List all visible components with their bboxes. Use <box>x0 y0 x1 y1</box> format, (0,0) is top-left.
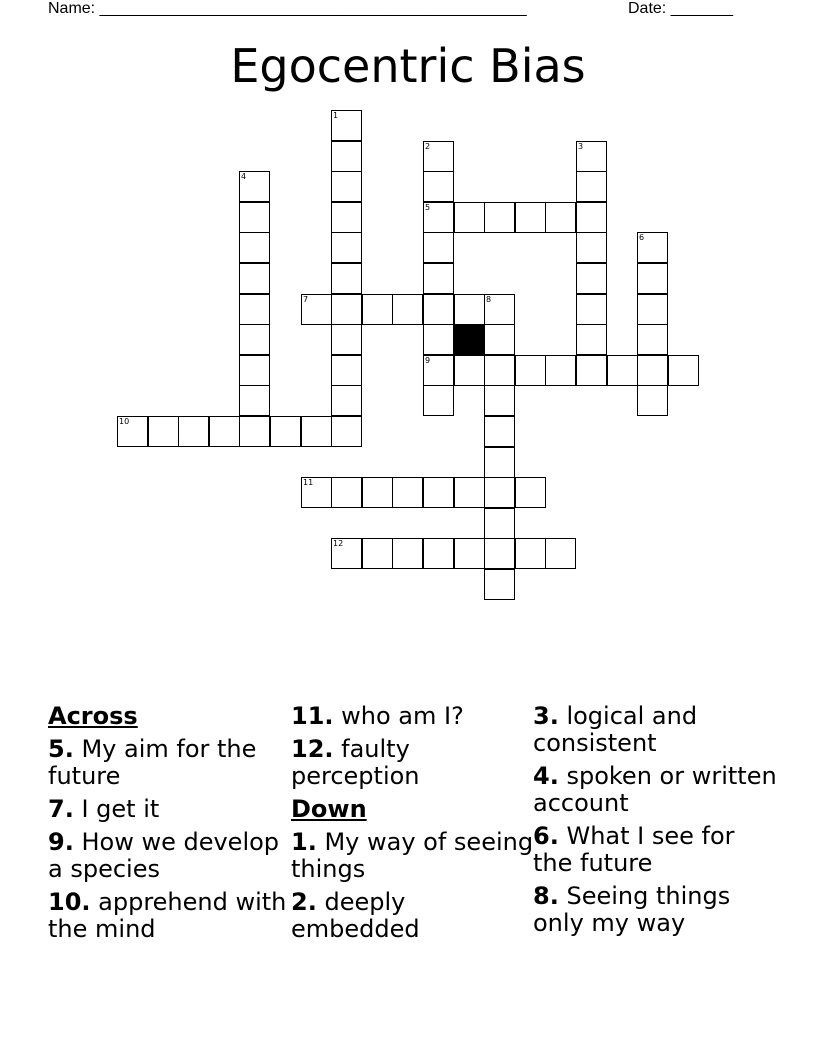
clue-number-label: 5 <box>425 203 431 212</box>
clue-number: 5. <box>48 735 74 763</box>
grid-cell[interactable] <box>239 324 270 355</box>
grid-cell[interactable] <box>484 324 515 355</box>
clue-text: apprehend with the mind <box>48 888 287 943</box>
grid-cell[interactable] <box>239 171 270 202</box>
grid-cell[interactable] <box>545 202 576 233</box>
clue-number: 9. <box>48 828 74 856</box>
grid-cell[interactable] <box>454 202 485 233</box>
grid-cell[interactable] <box>484 202 515 233</box>
clue-number: 7. <box>48 795 74 823</box>
grid-cell[interactable] <box>392 294 423 325</box>
grid-cell[interactable] <box>423 171 454 202</box>
grid-cell[interactable] <box>576 355 607 386</box>
grid-cell[interactable] <box>484 508 515 539</box>
grid-cell[interactable] <box>239 232 270 263</box>
grid-cell[interactable] <box>239 263 270 294</box>
clue-number: 3. <box>533 702 559 730</box>
grid-block <box>454 324 485 355</box>
grid-cell[interactable] <box>484 447 515 478</box>
clue-text: My aim for the future <box>48 735 257 790</box>
grid-cell[interactable] <box>331 355 362 386</box>
clue-number-label: 2 <box>425 142 431 151</box>
grid-cell[interactable] <box>637 385 668 416</box>
grid-cell[interactable] <box>331 538 362 569</box>
grid-cell[interactable] <box>545 538 576 569</box>
clue-text: I get it <box>73 795 160 823</box>
grid-cell[interactable] <box>392 538 423 569</box>
grid-cell[interactable] <box>331 202 362 233</box>
grid-cell[interactable] <box>423 263 454 294</box>
clue-text: Seeing things only my way <box>533 882 731 937</box>
grid-cell[interactable] <box>484 477 515 508</box>
grid-cell[interactable] <box>576 171 607 202</box>
grid-cell[interactable] <box>392 477 423 508</box>
clue-number: 8. <box>533 882 559 910</box>
date-field-line: Date: _______ <box>628 0 733 17</box>
grid-cell[interactable] <box>301 477 332 508</box>
clue-item <box>48 736 293 790</box>
grid-cell[interactable] <box>637 355 668 386</box>
grid-cell[interactable] <box>331 232 362 263</box>
grid-cell[interactable] <box>331 477 362 508</box>
clue-item <box>291 736 536 790</box>
grid-cell[interactable] <box>239 355 270 386</box>
grid-cell[interactable] <box>454 355 485 386</box>
grid-cell[interactable] <box>515 538 546 569</box>
grid-cell[interactable] <box>484 569 515 600</box>
name-field-line: Name: ________________________________________________ <box>48 0 527 17</box>
clue-item <box>533 763 778 817</box>
clue-text: who am I? <box>333 702 464 730</box>
grid-cell[interactable] <box>484 538 515 569</box>
grid-cell[interactable] <box>331 294 362 325</box>
grid-cell[interactable] <box>239 202 270 233</box>
page-title: Egocentric Bias <box>230 39 586 93</box>
clue-number: 1. <box>291 828 317 856</box>
grid-cell[interactable] <box>576 232 607 263</box>
clue-number-label: 4 <box>241 172 247 181</box>
grid-cell[interactable] <box>270 416 301 447</box>
grid-cell[interactable] <box>576 294 607 325</box>
clue-number: 2. <box>291 888 317 916</box>
clue-number-label: 3 <box>578 142 584 151</box>
grid-cell[interactable] <box>301 416 332 447</box>
clue-number-label: 11 <box>303 478 314 487</box>
grid-cell[interactable] <box>423 324 454 355</box>
clue-item <box>48 829 293 883</box>
grid-cell[interactable] <box>423 141 454 172</box>
grid-cell[interactable] <box>576 263 607 294</box>
clue-item <box>48 889 293 943</box>
grid-cell[interactable] <box>362 477 393 508</box>
clue-number-label: 7 <box>303 295 309 304</box>
clue-number-label: 1 <box>333 111 339 120</box>
grid-cell[interactable] <box>423 355 454 386</box>
grid-cell[interactable] <box>148 416 179 447</box>
clue-number: 12. <box>291 735 334 763</box>
clue-heading-down: Down <box>291 795 367 823</box>
grid-cell[interactable] <box>454 294 485 325</box>
clue-text: spoken or written account <box>533 762 777 817</box>
grid-cell[interactable] <box>668 355 699 386</box>
grid-cell[interactable] <box>576 202 607 233</box>
clue-text: deeply embedded <box>291 888 420 943</box>
clue-number-label: 8 <box>486 295 492 304</box>
grid-cell[interactable] <box>423 538 454 569</box>
grid-cell[interactable] <box>576 324 607 355</box>
grid-cell[interactable] <box>484 294 515 325</box>
clue-text: faulty perception <box>291 735 420 790</box>
grid-cell[interactable] <box>301 294 332 325</box>
clue-column-3 <box>533 703 778 943</box>
grid-cell[interactable] <box>484 385 515 416</box>
grid-cell[interactable] <box>423 385 454 416</box>
clue-number: 6. <box>533 822 559 850</box>
grid-cell[interactable] <box>331 385 362 416</box>
grid-cell[interactable] <box>454 538 485 569</box>
grid-cell[interactable] <box>423 477 454 508</box>
grid-cell[interactable] <box>637 324 668 355</box>
grid-cell[interactable] <box>239 416 270 447</box>
clue-number-label: 10 <box>119 417 130 426</box>
grid-cell[interactable] <box>239 385 270 416</box>
grid-cell[interactable] <box>331 171 362 202</box>
grid-cell[interactable] <box>331 416 362 447</box>
clue-item <box>533 823 778 877</box>
clue-item <box>533 703 778 757</box>
clue-text: logical and consistent <box>533 702 698 757</box>
clue-number-label: 12 <box>333 539 344 548</box>
clue-column-2 <box>291 703 536 949</box>
clue-item <box>291 889 536 943</box>
grid-cell[interactable] <box>484 416 515 447</box>
grid-cell[interactable] <box>515 477 546 508</box>
clue-item <box>291 703 536 730</box>
clue-number: 11. <box>291 702 334 730</box>
clue-text: What I see for the future <box>533 822 735 877</box>
grid-cell[interactable] <box>331 263 362 294</box>
grid-cell[interactable] <box>362 294 393 325</box>
clue-heading-across: Across <box>48 702 138 730</box>
clue-number-label: 9 <box>425 356 431 365</box>
clue-number-label: 6 <box>639 233 645 242</box>
grid-cell[interactable] <box>423 232 454 263</box>
clue-item <box>533 883 778 937</box>
clue-number: 4. <box>533 762 559 790</box>
grid-cell[interactable] <box>117 416 148 447</box>
clue-number: 10. <box>48 888 91 916</box>
grid-cell[interactable] <box>331 141 362 172</box>
grid-cell[interactable] <box>331 110 362 141</box>
clue-text: How we develop a species <box>48 828 280 883</box>
grid-cell[interactable] <box>239 294 270 325</box>
grid-cell[interactable] <box>545 355 576 386</box>
clue-item <box>291 829 536 883</box>
grid-cell[interactable] <box>423 294 454 325</box>
grid-cell[interactable] <box>637 294 668 325</box>
grid-cell[interactable] <box>515 202 546 233</box>
grid-cell[interactable] <box>607 355 638 386</box>
grid-cell[interactable] <box>637 263 668 294</box>
grid-cell[interactable] <box>576 141 607 172</box>
grid-cell[interactable] <box>209 416 240 447</box>
grid-cell[interactable] <box>454 477 485 508</box>
grid-cell[interactable] <box>484 355 515 386</box>
clue-item <box>48 796 293 823</box>
grid-cell[interactable] <box>423 202 454 233</box>
grid-cell[interactable] <box>515 355 546 386</box>
grid-cell[interactable] <box>178 416 209 447</box>
grid-cell[interactable] <box>331 324 362 355</box>
grid-cell[interactable] <box>362 538 393 569</box>
grid-cell[interactable] <box>637 232 668 263</box>
clue-text: My way of seeing things <box>291 828 534 883</box>
clue-column-1 <box>48 703 293 949</box>
